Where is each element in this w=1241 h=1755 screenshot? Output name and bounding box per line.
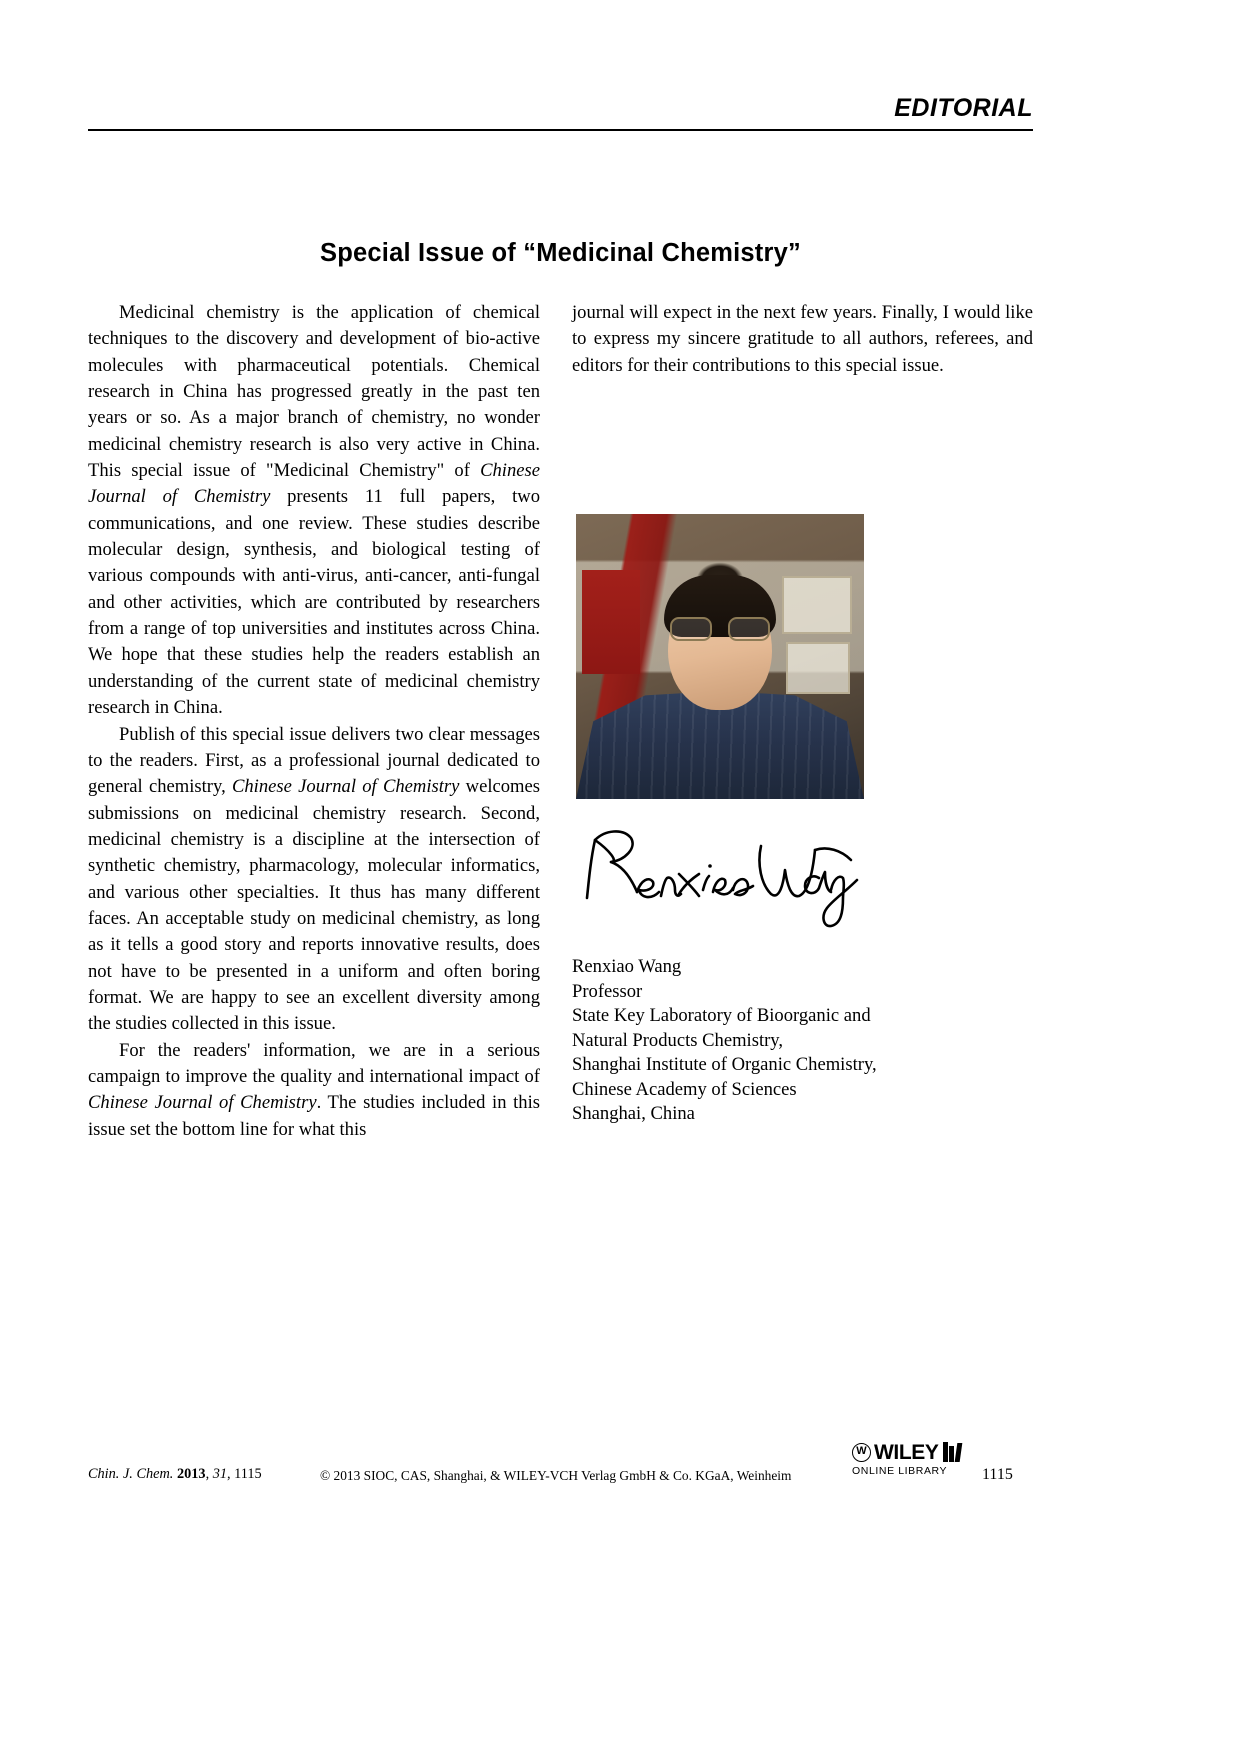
footer-journal-name: Chin. J. Chem. xyxy=(88,1466,174,1482)
signoff-line: Professor xyxy=(572,980,643,1002)
footer-year: 2013 xyxy=(176,1466,206,1482)
wiley-tagline-label: ONLINE LIBRARY xyxy=(852,1465,948,1477)
paragraph-2 xyxy=(88,722,540,1038)
signoff-line: State Key Laboratory of Bioorganic and xyxy=(572,1005,871,1026)
paragraph-3-part-a: For the readers' information, we are in a serious campaign to improve the quality and international impact of xyxy=(88,1039,540,1087)
paragraph-1-part-b: presents 11 full papers, two communications, and one review. These studies describe molecular design, synthesis, and biological testing of various compounds with anti-virus, anti-cancer, anti-fungal and other activities, which are contributed by researchers from a range of top universities and institutes across China. We hope that these studies help the readers establish an understanding of the current state of medicinal chemistry research in China. xyxy=(88,486,540,719)
page-number: 1115 xyxy=(982,1466,1013,1483)
wiley-online-library-logo xyxy=(852,1440,964,1482)
footer-pages: 1115 xyxy=(234,1466,262,1482)
paragraph-3 xyxy=(88,1038,540,1143)
running-head-label: EDITORIAL xyxy=(894,94,1033,122)
author-signoff-block xyxy=(572,955,1033,1127)
footer-volume: 31 xyxy=(212,1466,228,1482)
portrait-image xyxy=(576,514,864,799)
handwritten-signature xyxy=(575,820,875,930)
books-icon xyxy=(943,1442,961,1462)
header-rule xyxy=(88,129,1033,131)
paragraph-4: journal will expect in the next few years. Finally, I would like to express my sincere gratitude to all authors, referees, and editors for their contributions to this special issue. xyxy=(572,302,1033,376)
journal-name-italic: Chinese Journal of Chemistry xyxy=(88,460,540,508)
paragraph-3-part-b: . The studies included in this issue set the bottom line for what this xyxy=(88,1092,541,1140)
red-banner-decor xyxy=(582,570,640,674)
glasses-icon xyxy=(668,617,772,637)
paragraph-1 xyxy=(88,300,540,722)
author-portrait-photo xyxy=(576,514,864,799)
wiley-w-mark-icon xyxy=(852,1443,871,1462)
body-column-right xyxy=(572,300,1033,379)
footer-copyright: © 2013 SIOC, CAS, Shanghai, & WILEY-VCH Verlag GmbH & Co. KGaA, Weinheim xyxy=(320,1468,792,1483)
body-column-left xyxy=(88,300,540,1143)
wiley-brand-label: WILEY xyxy=(874,1440,939,1464)
signoff-line: Shanghai Institute of Organic Chemistry, xyxy=(572,1054,877,1075)
paragraph-2-part-a: Publish of this special issue delivers two clear messages to the readers. First, as a professional journal dedicated to general chemistry, xyxy=(88,723,540,798)
signoff-line: Renxiao Wang xyxy=(572,956,682,977)
signoff-line: Shanghai, China xyxy=(572,1103,695,1124)
journal-name-italic: Chinese Journal of Chemistry xyxy=(88,1092,317,1114)
paragraph-2-part-b: welcomes submissions on medicinal chemistry research. Second, medicinal chemistry is a discipline at the intersection of synthetic chemistry, pharmacology, molecular informatics, and various other specialties. It thus has many different faces. An acceptable study on medicinal chemistry, as long as it tells a good story and reports innovative results, does not have to be presented in a uniform and often boring format. We are happy to see an excellent diversity among the studies collected in this issue. xyxy=(88,776,540,1035)
paragraph-1-part-a: Medicinal chemistry is the application of chemical techniques to the discovery and development of bio-active molecules with pharmaceutical potentials. Chemical research in China has progressed greatly in the past ten years or so. As a major branch of chemistry, no wonder medicinal chemistry research is also very active in China. This special issue of "Medicinal Chemistry" of xyxy=(88,302,540,482)
certificate-frame-1 xyxy=(782,576,852,634)
page-title: Special Issue of “Medicinal Chemistry” xyxy=(320,239,801,268)
footer-citation: Chin. J. Chem. 2013, 31, 1115 xyxy=(88,1466,262,1482)
certificate-frame-2 xyxy=(786,642,850,694)
journal-name-italic: Chinese Journal of Chemistry xyxy=(231,776,460,798)
running-head xyxy=(88,96,1033,121)
signoff-line: Natural Products Chemistry, xyxy=(572,1029,784,1051)
signoff-line: Chinese Academy of Sciences xyxy=(572,1078,797,1100)
